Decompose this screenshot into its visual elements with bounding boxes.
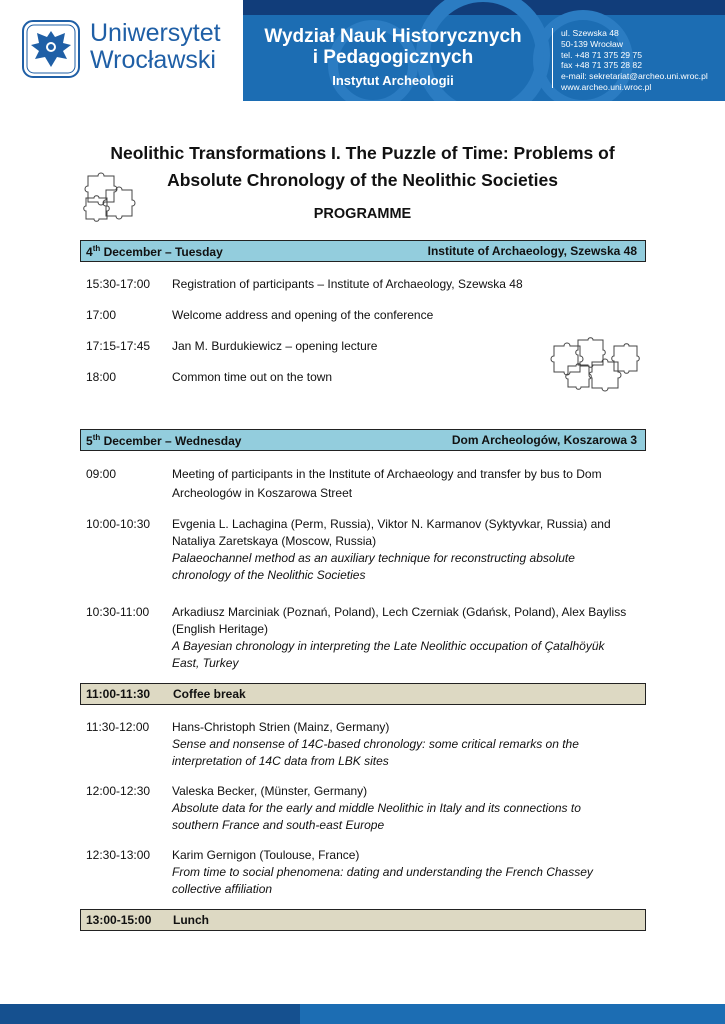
row-talk-title: chronology of the Neolithic Societies — [172, 568, 366, 582]
row-description: Jan M. Burdukiewicz – opening lecture — [172, 339, 378, 353]
row-time: 17:00 — [86, 308, 117, 322]
row-talk-title: Absolute data for the early and middle Neolithic in Italy and its connections to — [172, 801, 581, 815]
footer-band — [0, 1004, 725, 1024]
university-name-line1: Uniwersytet — [90, 19, 221, 47]
day2-day-number: 5 — [86, 433, 93, 448]
row-description — [172, 466, 632, 502]
row-talk-title: collective affiliation — [172, 882, 273, 896]
lunch-time: 13:00-15:00 — [86, 913, 152, 927]
day1-day-suffix: th — [92, 243, 101, 253]
row-speakers: Karim Gernigon (Toulouse, France) — [172, 848, 360, 862]
row-description — [172, 847, 632, 898]
row-speakers: Hans-Christoph Strien (Mainz, Germany) — [172, 720, 390, 734]
row-time: 12:00-12:30 — [86, 784, 151, 798]
lunch-label: Lunch — [173, 913, 209, 927]
row-time: 17:15-17:45 — [86, 339, 151, 353]
contact-city: 50-139 Wrocław — [561, 38, 623, 49]
contact-street: ul. Szewska 48 — [561, 28, 619, 38]
contact-email[interactable]: e-mail: sekretariat@archeo.uni.wroc.pl — [561, 71, 708, 82]
row-talk-title: East, Turkey — [172, 656, 239, 670]
row-time: 10:30-11:00 — [86, 605, 150, 619]
row-talk-title: southern France and south-east Europe — [172, 818, 385, 832]
day1-date — [86, 244, 223, 259]
title-line2: Absolute Chronology of the Neolithic Societies — [167, 170, 558, 190]
header-divider — [552, 28, 553, 88]
row-talk-title: From time to social phenomena: dating and understanding the French Chassey — [172, 865, 593, 879]
row-text-line: Archeologów in Koszarowa Street — [172, 486, 353, 500]
row-time: 11:30-12:00 — [86, 720, 150, 734]
row-description — [172, 516, 632, 584]
row-text-line: Meeting of participants in the Institute of Archaeology and transfer by bus to Dom — [172, 467, 602, 481]
day1-day-number: 4 — [86, 244, 93, 259]
day2-header — [80, 429, 646, 451]
day2-venue: Dom Archeologów, Koszarowa 3 — [451, 433, 637, 447]
university-name — [90, 20, 221, 74]
day1-venue: Institute of Archaeology, Szewska 48 — [427, 244, 637, 258]
title-line1: Neolithic Transformations I. The Puzzle of Time: Problems of — [110, 143, 615, 163]
day2-date — [86, 433, 241, 448]
university-name-line2: Wrocławski — [90, 46, 216, 74]
contact-block — [561, 28, 708, 93]
row-speakers: Valeska Becker, (Münster, Germany) — [172, 784, 368, 798]
faculty-line2: i Pedagogicznych — [312, 47, 474, 68]
day1-header — [80, 240, 646, 262]
institute-name: Instytut Archeologii — [332, 73, 454, 88]
row-description — [172, 719, 632, 770]
footer-band-dark — [0, 1004, 300, 1024]
row-description: Common time out on the town — [172, 370, 333, 384]
faculty-name — [243, 26, 543, 91]
faculty-banner — [243, 0, 725, 101]
row-talk-title: Sense and nonsense of 14C-based chronology: some critical remarks on the — [172, 737, 579, 751]
row-speakers: (English Heritage) — [172, 622, 269, 636]
row-talk-title: A Bayesian chronology in interpreting the Late Neolithic occupation of Çatalhöyük — [172, 639, 605, 653]
row-speakers: Evgenia L. Lachagina (Perm, Russia), Viktor N. Karmanov (Syktyvkar, Russia) and — [172, 517, 611, 531]
contact-website[interactable]: www.archeo.uni.wroc.pl — [561, 81, 652, 92]
row-time: 10:00-10:30 — [86, 517, 151, 531]
row-speakers: Arkadiusz Marciniak (Poznań, Poland), Lech Czerniak (Gdańsk, Poland), Alex Bayliss — [172, 605, 627, 619]
day2-day-label: December – Wednesday — [100, 433, 242, 448]
coffee-break-bar — [80, 683, 646, 705]
coffee-break-label: Coffee break — [173, 687, 246, 701]
row-time: 12:30-13:00 — [86, 848, 151, 862]
day1-day-label: December – Tuesday — [100, 244, 223, 259]
row-time: 18:00 — [86, 370, 117, 384]
contact-phone: tel. +48 71 375 29 75 — [561, 49, 642, 60]
letterhead — [0, 0, 725, 101]
puzzle-pieces-icon — [548, 336, 642, 398]
row-description — [172, 604, 632, 672]
day2-day-suffix: th — [92, 432, 101, 442]
faculty-line1: Wydział Nauk Historycznych — [264, 26, 522, 47]
row-speakers: Nataliya Zaretskaya (Moscow, Russia) — [172, 534, 377, 548]
university-logo — [0, 0, 243, 101]
programme-heading: PROGRAMME — [313, 206, 412, 222]
coffee-break-time: 11:00-11:30 — [86, 687, 151, 701]
row-talk-title: Palaeochannel method as an auxiliary technique for reconstructing absolute — [172, 551, 575, 565]
row-description — [172, 783, 632, 834]
row-time: 09:00 — [86, 467, 117, 481]
row-description: Registration of participants – Institute of Archaeology, Szewska 48 — [172, 277, 523, 291]
eagle-crest-icon — [21, 19, 81, 79]
lunch-bar — [80, 909, 646, 931]
row-description: Welcome address and opening of the conference — [172, 308, 434, 322]
contact-fax: fax +48 71 375 28 82 — [561, 60, 642, 71]
row-time: 15:30-17:00 — [86, 277, 151, 291]
row-talk-title: interpretation of 14C data from LBK sites — [172, 754, 389, 768]
